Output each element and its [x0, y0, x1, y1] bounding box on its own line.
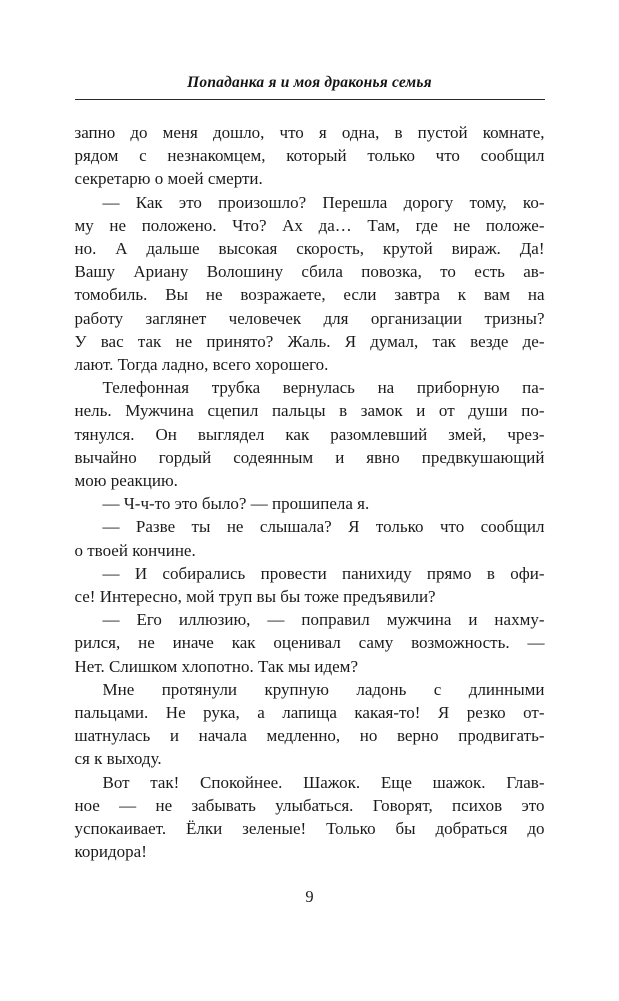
text-line: се! Интересно, мой труп вы бы тоже предъявили? — [74, 587, 436, 607]
text-line: — И собирались провести панихиду прямо в офи- — [102, 563, 545, 583]
text-line: пальцами. Не рука, а лапища какая-то! Я резко от- — [74, 703, 545, 723]
text-line: Телефонная трубка вернулась на приборную па- — [102, 378, 545, 398]
text-line: ное — не забывать улыбаться. Говорят, психов это — [74, 795, 545, 815]
text-line: Вашу Ариану Волошину сбила повозка, то есть ав- — [74, 262, 545, 282]
text-line: но. А дальше высокая скорость, крутой вираж. Да! — [74, 239, 545, 259]
text-line: ся к выходу. — [74, 749, 162, 769]
text-line: Вот так! Спокойнее. Шажок. Еще шажок. Глав- — [102, 772, 545, 792]
text-line: томобиль. Вы не возражаете, если завтра к вам на — [74, 285, 545, 305]
text-line: нель. Мужчина сцепил пальцы в замок и от души по- — [74, 401, 545, 421]
text-line: вычайно гордый содеянным и явно предвкушающий — [74, 447, 545, 467]
header-rule — [75, 99, 545, 100]
text-line: — Разве ты не слышала? Я только что сообщил — [102, 517, 545, 537]
page-number: 9 — [305, 886, 314, 906]
text-line: У вас так не принято? Жаль. Я думал, так везде де- — [74, 331, 545, 351]
text-line: му не положено. Что? Ах да… Там, где не положе- — [74, 215, 545, 235]
text-line: секретарю о моей смерти. — [74, 169, 263, 189]
text-line: мою реакцию. — [74, 471, 178, 491]
text-column — [75, 0, 545, 907]
text-line: Нет. Слишком хлопотно. Так мы идем? — [74, 656, 358, 676]
text-line: запно до меня дошло, что я одна, в пустой комнате, — [74, 123, 545, 142]
text-line: — Его иллюзию, — поправил мужчина и нахму- — [102, 610, 545, 630]
text-line: работу заглянет человечек для организации тризны? — [74, 308, 545, 328]
text-line: коридора! — [74, 842, 147, 862]
text-line: — Ч-ч-то это было? — прошипела я. — [102, 494, 370, 514]
body-text — [75, 121, 545, 864]
text-line: шатнулась и начала медленно, но верно продвигать- — [74, 726, 545, 746]
text-line: рился, не иначе как оценивал саму возможность. — — [74, 633, 545, 653]
text-line: лают. Тогда ладно, всего хорошего. — [74, 355, 329, 375]
text-line: успокаивает. Ёлки зеленые! Только бы добраться до — [74, 819, 545, 839]
text-line: Мне протянули крупную ладонь с длинными — [102, 679, 545, 699]
text-line: — Как это произошло? Перешла дорогу тому, ко- — [102, 192, 545, 212]
text-line: тянулся. Он выглядел как разомлевший змей, чрез- — [74, 424, 545, 444]
running-header: Попаданка я и моя драконья семья — [187, 74, 432, 91]
text-line: о твоей кончине. — [74, 540, 196, 560]
text-line: рядом с незнакомцем, который только что сообщил — [74, 146, 545, 166]
